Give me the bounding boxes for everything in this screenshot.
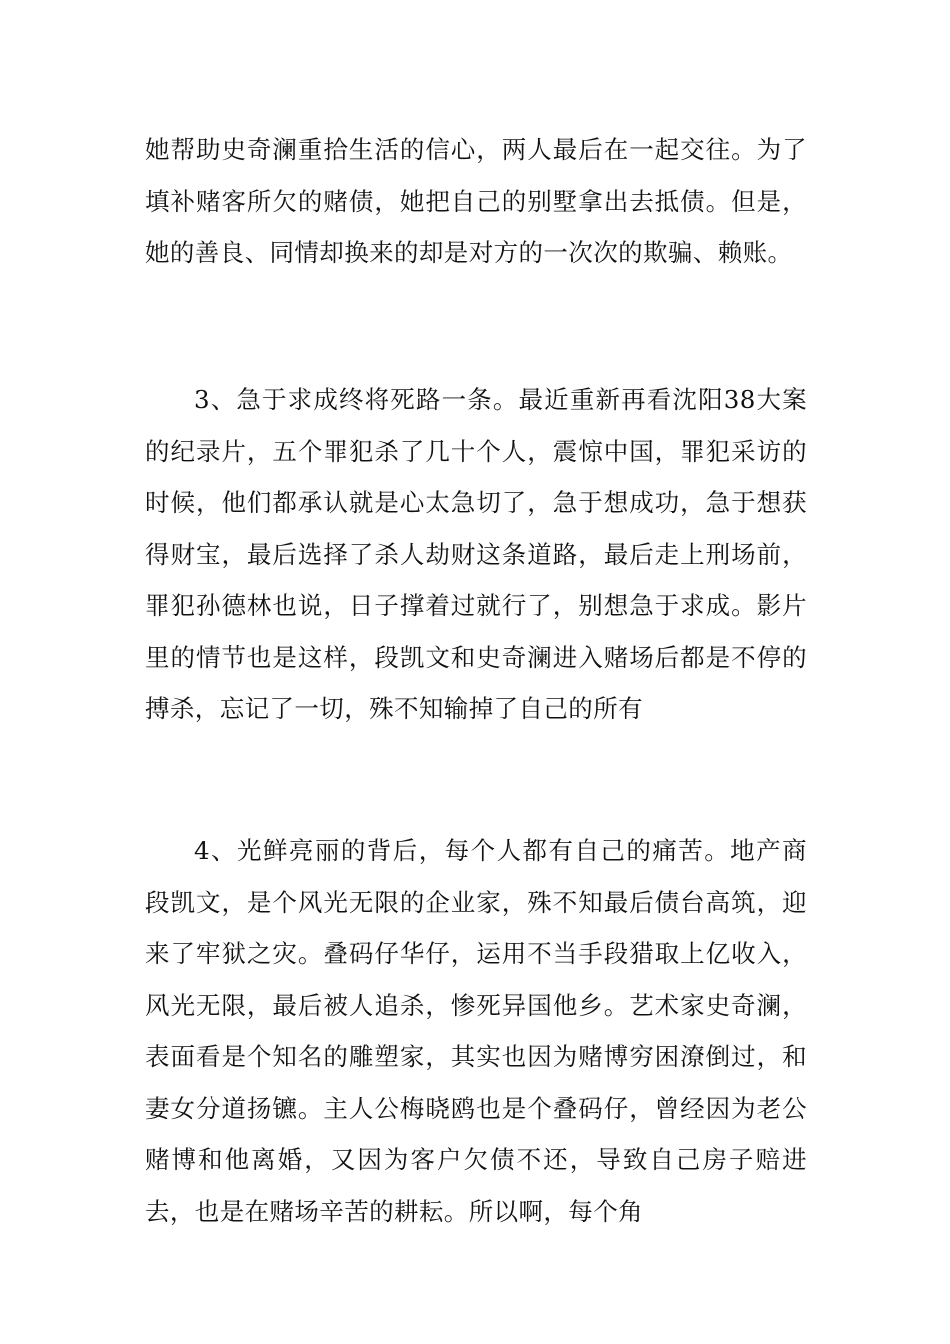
- paragraph-continued: 她帮助史奇澜重拾生活的信心，两人最后在一起交往。为了填补赌客所欠的赌债，她把自己的别墅拿出去抵债。但是，她的善良、同情却换来的却是对方的一次次的欺骗、赖账。: [145, 135, 807, 267]
- paragraph-point-4: 4、光鲜亮丽的背后，每个人都有自己的痛苦。地产商段凯文，是个风光无限的企业家，殊不知最后债台高筑，迎来了牢狱之灾。叠码仔华仔，运用不当手段猎取上亿收入，风光无限，最后被人追杀，惨死异国他乡。艺术家史奇澜，表面看是个知名的雕塑家，其实也因为赌博穷困潦倒过，和妻女分道扬镳。主人公梅晓鸥也是个叠码仔，曾经因为老公赌博和他离婚，又因为客户欠债不还，导致自己房子赔进去，也是在赌场辛苦的耕耘。所以啊，每个角: [145, 836, 807, 1226]
- paragraph-point-3: 3、急于求成终将死路一条。最近重新再看沈阳38大案的纪录片，五个罪犯杀了几十个人，震惊中国，罪犯采访的时候，他们都承认就是心太急切了，急于想成功，急于想获得财宝，最后选择了杀人劫财这条道路，最后走上刑场前，罪犯孙德林也说，日子撑着过就行了，别想急于求成。影片里的情节也是这样，段凯文和史奇澜进入赌场后都是不停的搏杀，忘记了一切，殊不知输掉了自己的所有: [145, 385, 807, 723]
